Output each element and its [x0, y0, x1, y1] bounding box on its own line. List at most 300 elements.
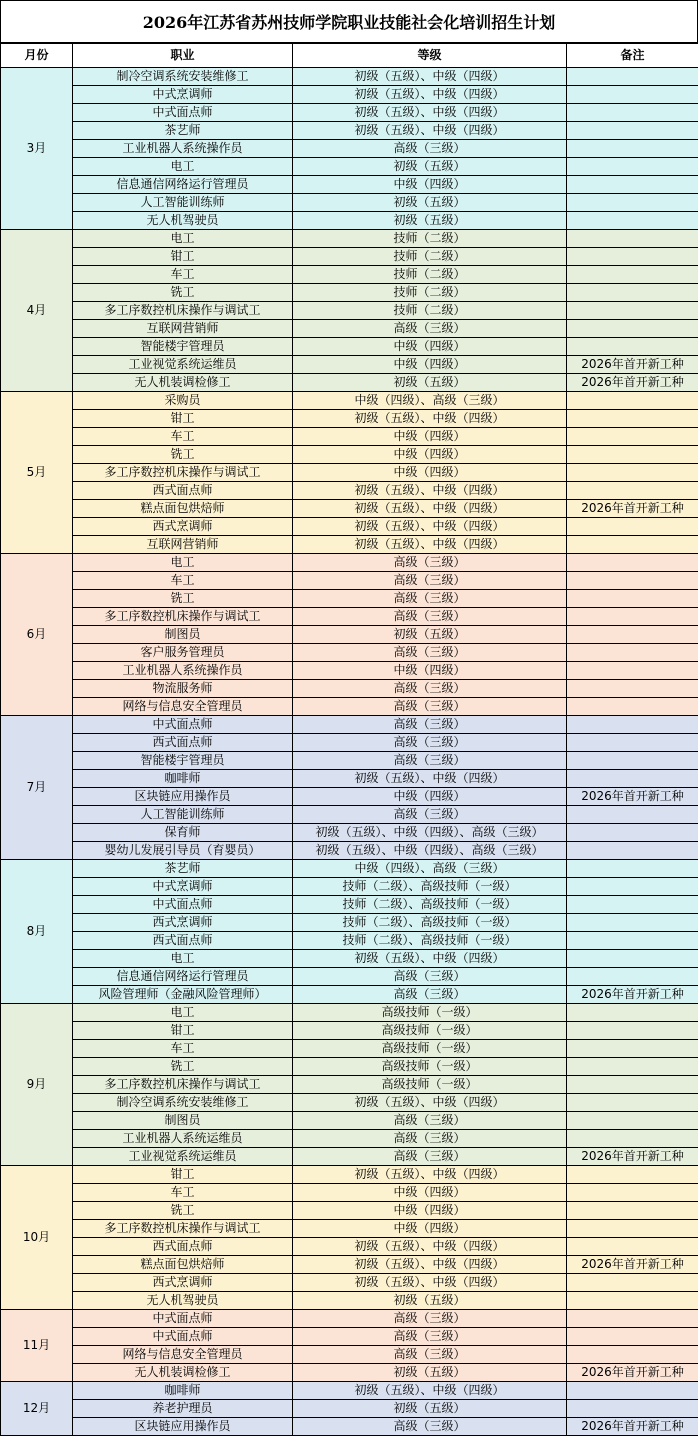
level-cell: 初级（五级）、中级（四级）	[293, 1166, 567, 1184]
table-row	[1, 410, 698, 428]
job-cell: 铣工	[73, 1202, 293, 1220]
table-row	[1, 1328, 698, 1346]
level-cell: 高级（三级）	[293, 734, 567, 752]
table-row	[1, 374, 698, 392]
note-cell	[567, 1202, 698, 1220]
table-row	[1, 1040, 698, 1058]
level-cell: 初级（五级）、中级（四级）	[293, 1274, 567, 1292]
table-row	[1, 950, 698, 968]
level-cell: 初级（五级）	[293, 1292, 567, 1310]
job-cell: 电工	[73, 1004, 293, 1022]
level-cell: 高级（三级）	[293, 1310, 567, 1328]
note-cell	[567, 68, 698, 86]
note-cell	[567, 140, 698, 158]
table-row	[1, 1166, 698, 1184]
level-cell: 技师（二级）、高级技师（一级）	[293, 914, 567, 932]
level-cell: 高级（三级）	[293, 140, 567, 158]
job-cell: 电工	[73, 158, 293, 176]
table-row	[1, 1418, 698, 1436]
table-row	[1, 248, 698, 266]
job-cell: 西式烹调师	[73, 1274, 293, 1292]
level-cell: 高级（三级）	[293, 1130, 567, 1148]
level-cell: 高级（三级）	[293, 554, 567, 572]
level-cell: 初级（五级）	[293, 374, 567, 392]
level-cell: 初级（五级）、中级（四级）	[293, 104, 567, 122]
job-cell: 网络与信息安全管理员	[73, 698, 293, 716]
note-cell	[567, 392, 698, 410]
job-cell: 多工序数控机床操作与调试工	[73, 1220, 293, 1238]
level-cell: 中级（四级）、高级（三级）	[293, 392, 567, 410]
level-cell: 技师（二级）	[293, 302, 567, 320]
job-cell: 中式面点师	[73, 1310, 293, 1328]
table-row	[1, 194, 698, 212]
level-cell: 高级（三级）	[293, 698, 567, 716]
level-cell: 中级（四级）	[293, 356, 567, 374]
table-row	[1, 842, 698, 860]
level-cell: 高级（三级）	[293, 986, 567, 1004]
job-cell: 人工智能训练师	[73, 194, 293, 212]
job-cell: 制图员	[73, 1112, 293, 1130]
level-cell: 技师（二级）	[293, 248, 567, 266]
table-row	[1, 824, 698, 842]
table-row	[1, 500, 698, 518]
level-cell: 初级（五级）、中级（四级）	[293, 770, 567, 788]
job-cell: 工业视觉系统运维员	[73, 356, 293, 374]
note-cell	[567, 464, 698, 482]
level-cell: 初级（五级）、中级（四级）	[293, 950, 567, 968]
job-cell: 无人机驾驶员	[73, 212, 293, 230]
note-cell	[567, 338, 698, 356]
note-cell	[567, 734, 698, 752]
job-cell: 信息通信网络运行管理员	[73, 968, 293, 986]
job-cell: 钳工	[73, 1022, 293, 1040]
job-cell: 无人机驾驶员	[73, 1292, 293, 1310]
job-cell: 茶艺师	[73, 122, 293, 140]
level-cell: 中级（四级）、高级（三级）	[293, 860, 567, 878]
table-row	[1, 932, 698, 950]
table-row	[1, 1346, 698, 1364]
table-row	[1, 1112, 698, 1130]
note-cell	[567, 284, 698, 302]
level-cell: 初级（五级）、中级（四级）	[293, 1382, 567, 1400]
table-row	[1, 968, 698, 986]
level-cell: 初级（五级）	[293, 1364, 567, 1382]
job-cell: 物流服务师	[73, 680, 293, 698]
table-row	[1, 68, 698, 86]
job-cell: 智能楼宇管理员	[73, 752, 293, 770]
level-cell: 高级（三级）	[293, 590, 567, 608]
job-cell: 风险管理师（金融风险管理师）	[73, 986, 293, 1004]
table-row	[1, 644, 698, 662]
job-cell: 制冷空调系统安装维修工	[73, 1094, 293, 1112]
job-cell: 多工序数控机床操作与调试工	[73, 1076, 293, 1094]
level-cell: 初级（五级）、中级（四级）	[293, 482, 567, 500]
job-cell: 采购员	[73, 392, 293, 410]
job-cell: 工业机器人系统操作员	[73, 662, 293, 680]
note-cell	[567, 1004, 698, 1022]
job-cell: 车工	[73, 1184, 293, 1202]
note-cell	[567, 932, 698, 950]
table-row	[1, 680, 698, 698]
job-cell: 西式面点师	[73, 734, 293, 752]
level-cell: 中级（四级）	[293, 428, 567, 446]
job-cell: 车工	[73, 1040, 293, 1058]
note-cell	[567, 590, 698, 608]
table-row	[1, 806, 698, 824]
job-cell: 车工	[73, 572, 293, 590]
table-row	[1, 608, 698, 626]
level-cell: 技师（二级）、高级技师（一级）	[293, 878, 567, 896]
table-row	[1, 1058, 698, 1076]
note-cell: 2026年首开新工种	[567, 1256, 698, 1274]
level-cell: 高级（三级）	[293, 1346, 567, 1364]
note-cell	[567, 554, 698, 572]
table-row	[1, 518, 698, 536]
job-cell: 多工序数控机床操作与调试工	[73, 464, 293, 482]
level-cell: 高级技师（一级）	[293, 1076, 567, 1094]
job-cell: 西式面点师	[73, 932, 293, 950]
note-cell	[567, 212, 698, 230]
job-cell: 咖啡师	[73, 1382, 293, 1400]
job-cell: 养老护理员	[73, 1400, 293, 1418]
table-row	[1, 320, 698, 338]
header-level: 等级	[293, 44, 567, 68]
job-cell: 中式面点师	[73, 896, 293, 914]
note-cell	[567, 1040, 698, 1058]
level-cell: 高级技师（一级）	[293, 1040, 567, 1058]
table-row	[1, 1022, 698, 1040]
note-cell	[567, 626, 698, 644]
note-cell	[567, 608, 698, 626]
level-cell: 初级（五级）、中级（四级）	[293, 536, 567, 554]
job-cell: 工业视觉系统运维员	[73, 1148, 293, 1166]
note-cell	[567, 770, 698, 788]
job-cell: 茶艺师	[73, 860, 293, 878]
note-cell	[567, 1130, 698, 1148]
level-cell: 初级（五级）	[293, 194, 567, 212]
header-job: 职业	[73, 44, 293, 68]
job-cell: 网络与信息安全管理员	[73, 1346, 293, 1364]
table-row	[1, 770, 698, 788]
level-cell: 技师（二级）	[293, 266, 567, 284]
job-cell: 智能楼宇管理员	[73, 338, 293, 356]
table-row	[1, 572, 698, 590]
note-cell	[567, 1238, 698, 1256]
note-cell	[567, 1310, 698, 1328]
note-cell: 2026年首开新工种	[567, 1148, 698, 1166]
level-cell: 高级（三级）	[293, 608, 567, 626]
note-cell	[567, 914, 698, 932]
level-cell: 高级（三级）	[293, 752, 567, 770]
table-row	[1, 878, 698, 896]
note-cell	[567, 1328, 698, 1346]
level-cell: 初级（五级）、中级（四级）	[293, 122, 567, 140]
level-cell: 中级（四级）	[293, 176, 567, 194]
level-cell: 高级（三级）	[293, 968, 567, 986]
level-cell: 初级（五级）、中级（四级）	[293, 1238, 567, 1256]
table-row	[1, 266, 698, 284]
note-cell	[567, 968, 698, 986]
month-cell: 3月	[1, 68, 73, 230]
note-cell	[567, 950, 698, 968]
table-row	[1, 1256, 698, 1274]
job-cell: 中式烹调师	[73, 878, 293, 896]
note-cell	[567, 824, 698, 842]
level-cell: 初级（五级）、中级（四级）	[293, 410, 567, 428]
table-row	[1, 1148, 698, 1166]
table-row	[1, 590, 698, 608]
job-cell: 制图员	[73, 626, 293, 644]
level-cell: 技师（二级）	[293, 284, 567, 302]
job-cell: 钳工	[73, 248, 293, 266]
note-cell	[567, 104, 698, 122]
table-row	[1, 1400, 698, 1418]
plan-body	[1, 68, 698, 1436]
job-cell: 电工	[73, 950, 293, 968]
job-cell: 互联网营销师	[73, 320, 293, 338]
note-cell	[567, 1112, 698, 1130]
note-cell	[567, 878, 698, 896]
job-cell: 中式面点师	[73, 716, 293, 734]
plan-table	[0, 43, 698, 1436]
table-row	[1, 1004, 698, 1022]
table-row	[1, 104, 698, 122]
level-cell: 初级（五级）、中级（四级）、高级（三级）	[293, 824, 567, 842]
level-cell: 初级（五级）、中级（四级）	[293, 68, 567, 86]
level-cell: 高级技师（一级）	[293, 1058, 567, 1076]
note-cell	[567, 266, 698, 284]
job-cell: 中式烹调师	[73, 86, 293, 104]
note-cell: 2026年首开新工种	[567, 500, 698, 518]
note-cell	[567, 1058, 698, 1076]
note-cell	[567, 410, 698, 428]
job-cell: 信息通信网络运行管理员	[73, 176, 293, 194]
table-row	[1, 554, 698, 572]
table-row	[1, 464, 698, 482]
note-cell	[567, 806, 698, 824]
job-cell: 电工	[73, 554, 293, 572]
note-cell	[567, 1220, 698, 1238]
job-cell: 糕点面包烘焙师	[73, 500, 293, 518]
table-row	[1, 698, 698, 716]
table-row	[1, 1076, 698, 1094]
note-cell	[567, 1076, 698, 1094]
note-cell: 2026年首开新工种	[567, 1418, 698, 1436]
table-row	[1, 734, 698, 752]
job-cell: 保育师	[73, 824, 293, 842]
job-cell: 西式烹调师	[73, 914, 293, 932]
level-cell: 高级（三级）	[293, 716, 567, 734]
note-cell	[567, 320, 698, 338]
month-cell: 9月	[1, 1004, 73, 1166]
note-cell	[567, 194, 698, 212]
job-cell: 无人机装调检修工	[73, 1364, 293, 1382]
job-cell: 车工	[73, 266, 293, 284]
level-cell: 中级（四级）	[293, 662, 567, 680]
level-cell: 初级（五级）、中级（四级）	[293, 1256, 567, 1274]
table-row	[1, 860, 698, 878]
job-cell: 咖啡师	[73, 770, 293, 788]
note-cell	[567, 230, 698, 248]
table-row	[1, 392, 698, 410]
note-cell	[567, 896, 698, 914]
table-row	[1, 1292, 698, 1310]
job-cell: 工业机器人系统运维员	[73, 1130, 293, 1148]
job-cell: 中式面点师	[73, 104, 293, 122]
table-row	[1, 1382, 698, 1400]
level-cell: 中级（四级）	[293, 1184, 567, 1202]
level-cell: 高级（三级）	[293, 1112, 567, 1130]
note-cell: 2026年首开新工种	[567, 788, 698, 806]
note-cell	[567, 428, 698, 446]
level-cell: 高级（三级）	[293, 1148, 567, 1166]
table-row	[1, 626, 698, 644]
note-cell	[567, 86, 698, 104]
note-cell	[567, 1382, 698, 1400]
note-cell	[567, 158, 698, 176]
note-cell	[567, 446, 698, 464]
note-cell	[567, 176, 698, 194]
job-cell: 铣工	[73, 590, 293, 608]
job-cell: 工业机器人系统操作员	[73, 140, 293, 158]
month-cell: 12月	[1, 1382, 73, 1436]
job-cell: 西式面点师	[73, 482, 293, 500]
header-month: 月份	[1, 44, 73, 68]
job-cell: 铣工	[73, 284, 293, 302]
note-cell	[567, 752, 698, 770]
table-row	[1, 176, 698, 194]
level-cell: 技师（二级）、高级技师（一级）	[293, 932, 567, 950]
level-cell: 初级（五级）	[293, 1400, 567, 1418]
job-cell: 中式面点师	[73, 1328, 293, 1346]
table-row	[1, 752, 698, 770]
table-row	[1, 230, 698, 248]
level-cell: 高级（三级）	[293, 806, 567, 824]
table-row	[1, 428, 698, 446]
level-cell: 初级（五级）	[293, 212, 567, 230]
table-row	[1, 1220, 698, 1238]
table-row	[1, 356, 698, 374]
note-cell	[567, 248, 698, 266]
table-row	[1, 662, 698, 680]
note-cell	[567, 662, 698, 680]
note-cell	[567, 1094, 698, 1112]
table-row	[1, 1274, 698, 1292]
note-cell	[567, 1166, 698, 1184]
note-cell	[567, 518, 698, 536]
level-cell: 初级（五级）、中级（四级）	[293, 1094, 567, 1112]
level-cell: 高级（三级）	[293, 680, 567, 698]
note-cell	[567, 1400, 698, 1418]
job-cell: 铣工	[73, 1058, 293, 1076]
level-cell: 高级（三级）	[293, 1328, 567, 1346]
table-row	[1, 896, 698, 914]
level-cell: 初级（五级）	[293, 158, 567, 176]
month-cell: 7月	[1, 716, 73, 860]
level-cell: 初级（五级）	[293, 626, 567, 644]
table-row	[1, 212, 698, 230]
level-cell: 技师（二级）	[293, 230, 567, 248]
note-cell	[567, 572, 698, 590]
job-cell: 区块链应用操作员	[73, 1418, 293, 1436]
table-row	[1, 338, 698, 356]
table-row	[1, 1094, 698, 1112]
job-cell: 钳工	[73, 1166, 293, 1184]
job-cell: 多工序数控机床操作与调试工	[73, 302, 293, 320]
note-cell	[567, 680, 698, 698]
job-cell: 人工智能训练师	[73, 806, 293, 824]
level-cell: 初级（五级）、中级（四级）、高级（三级）	[293, 842, 567, 860]
job-cell: 制冷空调系统安装维修工	[73, 68, 293, 86]
job-cell: 无人机装调检修工	[73, 374, 293, 392]
month-cell: 10月	[1, 1166, 73, 1310]
table-row	[1, 122, 698, 140]
job-cell: 电工	[73, 230, 293, 248]
table-row	[1, 86, 698, 104]
level-cell: 高级（三级）	[293, 1418, 567, 1436]
table-row	[1, 716, 698, 734]
page-title: 2026年江苏省苏州技师学院职业技能社会化培训招生计划	[0, 0, 698, 43]
level-cell: 高级（三级）	[293, 644, 567, 662]
table-row	[1, 446, 698, 464]
table-row	[1, 986, 698, 1004]
note-cell	[567, 1292, 698, 1310]
job-cell: 糕点面包烘焙师	[73, 1256, 293, 1274]
table-row	[1, 788, 698, 806]
note-cell: 2026年首开新工种	[567, 374, 698, 392]
note-cell: 2026年首开新工种	[567, 1364, 698, 1382]
note-cell	[567, 1184, 698, 1202]
level-cell: 中级（四级）	[293, 338, 567, 356]
table-row	[1, 482, 698, 500]
job-cell: 西式烹调师	[73, 518, 293, 536]
table-row	[1, 284, 698, 302]
note-cell	[567, 1346, 698, 1364]
note-cell	[567, 122, 698, 140]
note-cell	[567, 716, 698, 734]
table-row	[1, 1310, 698, 1328]
note-cell	[567, 698, 698, 716]
level-cell: 高级技师（一级）	[293, 1004, 567, 1022]
job-cell: 区块链应用操作员	[73, 788, 293, 806]
header-row	[1, 44, 698, 68]
level-cell: 高级（三级）	[293, 572, 567, 590]
table-row	[1, 914, 698, 932]
note-cell	[567, 1022, 698, 1040]
level-cell: 高级技师（一级）	[293, 1022, 567, 1040]
note-cell	[567, 644, 698, 662]
table-row	[1, 536, 698, 554]
note-cell	[567, 536, 698, 554]
month-cell: 5月	[1, 392, 73, 554]
note-cell: 2026年首开新工种	[567, 356, 698, 374]
level-cell: 中级（四级）	[293, 788, 567, 806]
table-row	[1, 1202, 698, 1220]
job-cell: 客户服务管理员	[73, 644, 293, 662]
job-cell: 互联网营销师	[73, 536, 293, 554]
table-row	[1, 1238, 698, 1256]
table-row	[1, 302, 698, 320]
month-cell: 11月	[1, 1310, 73, 1382]
note-cell	[567, 860, 698, 878]
note-cell	[567, 842, 698, 860]
level-cell: 中级（四级）	[293, 1220, 567, 1238]
table-row	[1, 1364, 698, 1382]
level-cell: 中级（四级）	[293, 1202, 567, 1220]
level-cell: 初级（五级）、中级（四级）	[293, 518, 567, 536]
level-cell: 中级（四级）	[293, 464, 567, 482]
job-cell: 铣工	[73, 446, 293, 464]
